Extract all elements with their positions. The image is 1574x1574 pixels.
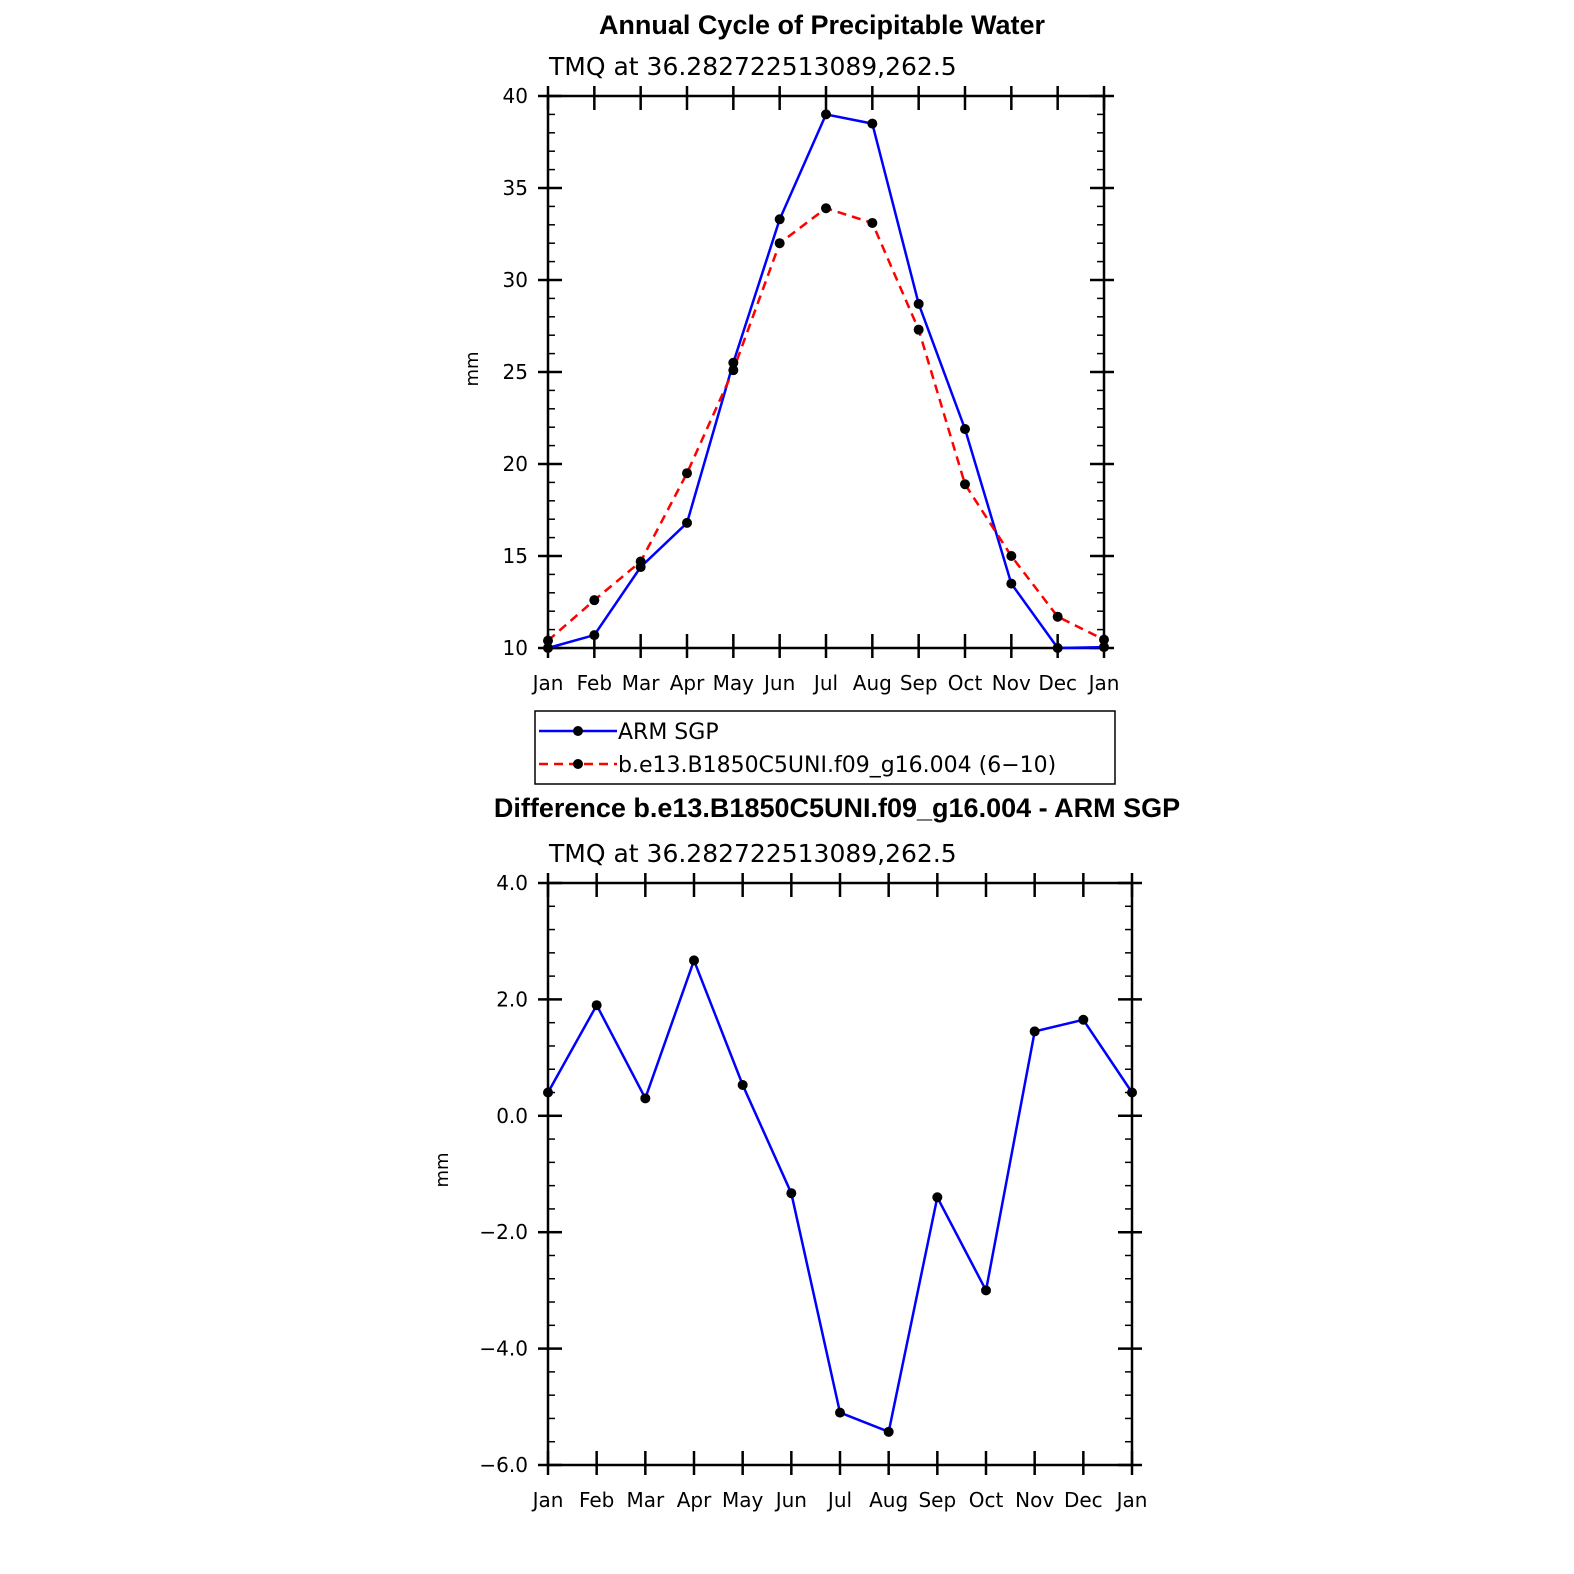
x-tick-label: Jan [1088,671,1120,695]
y-axis-label: mm [462,351,483,387]
x-tick-label: Jun [764,671,796,695]
x-tick-label: Sep [918,1488,957,1512]
data-point-1-0 [543,636,553,646]
data-point-1-8 [914,325,924,335]
data-point-0-11 [1078,1015,1088,1025]
y-tick-label: 40 [502,84,528,108]
y-tick-label: 30 [502,268,528,292]
x-tick-label: Nov [1015,1488,1055,1512]
data-point-1-11 [1053,612,1063,622]
x-tick-label: Jan [1116,1488,1148,1512]
data-point-0-1 [589,630,599,640]
x-tick-label: Mar [626,1488,665,1512]
data-point-1-6 [821,203,831,213]
plot-frame [548,883,1132,1465]
y-tick-label: 35 [502,176,528,200]
legend-marker-model [573,759,583,769]
x-tick-label: Jan [532,1488,564,1512]
x-tick-label: Sep [899,671,938,695]
x-tick-label: Apr [669,671,705,695]
x-tick-label: Feb [576,671,613,695]
y-tick-label: 0.0 [496,1103,528,1128]
series-line-0 [548,960,1132,1431]
data-point-1-12 [1099,635,1109,645]
data-point-0-1 [592,1000,602,1010]
x-tick-label: Jan [532,671,564,695]
y-tick-label: 15 [502,544,528,568]
data-point-0-5 [786,1188,796,1198]
data-point-0-6 [835,1408,845,1418]
data-point-0-8 [914,299,924,309]
y-tick-label: −2.0 [479,1220,528,1245]
y-tick-labels [503,84,528,660]
y-tick-label: −4.0 [479,1336,528,1361]
y-axis-label: mm [432,1152,453,1188]
data-point-0-7 [884,1427,894,1437]
legend-label-arm-sgp: ARM SGP [618,720,719,745]
data-point-0-11 [1053,643,1063,653]
series-group [543,109,1109,653]
data-point-1-10 [1006,551,1016,561]
x-tick-label: May [712,671,755,695]
x-tick-label: May [721,1488,764,1512]
chart-subtitle: TMQ at 36.282722513089,262.5 [549,839,957,868]
x-tick-labels [531,1488,1148,1512]
difference-chart [432,793,1180,1512]
data-point-0-10 [1030,1026,1040,1036]
data-point-0-6 [821,109,831,119]
x-tick-label: Aug [869,1488,909,1512]
axes-frame [538,86,1114,658]
data-point-0-7 [867,119,877,129]
data-point-0-3 [682,518,692,528]
legend [535,711,1115,784]
data-point-1-3 [682,468,692,478]
data-point-1-1 [589,595,599,605]
axes-frame [538,873,1142,1475]
x-tick-label: Jul [827,1488,853,1512]
data-point-1-2 [636,557,646,567]
chart-title: Annual Cycle of Precipitable Water [598,10,1046,40]
y-tick-label: 20 [502,452,528,476]
x-tick-labels [531,671,1120,695]
x-tick-label: Feb [578,1488,615,1512]
data-point-0-5 [775,214,785,224]
plot-frame [548,96,1104,648]
series-line-1 [548,208,1104,640]
x-tick-label: Dec [1063,1488,1103,1512]
y-tick-labels [479,871,528,1477]
y-tick-label: −6.0 [479,1453,528,1477]
x-tick-label: Aug [852,671,892,695]
y-tick-label: 10 [502,636,528,660]
data-point-0-10 [1006,579,1016,589]
data-point-1-9 [960,479,970,489]
data-point-0-8 [932,1192,942,1202]
y-tick-label: 4.0 [496,871,528,895]
annual-cycle-chart [462,10,1119,695]
y-tick-label: 25 [502,360,528,384]
data-point-1-7 [867,218,877,228]
x-tick-label: Apr [676,1488,712,1512]
x-tick-label: Dec [1038,671,1078,695]
chart-title: Difference b.e13.B1850C5UNI.f09_g16.004 - ARM SGP [493,793,1181,823]
data-point-0-0 [543,1088,553,1098]
x-tick-label: Nov [991,671,1031,695]
x-tick-label: Jul [813,671,839,695]
data-point-0-2 [640,1093,650,1103]
x-tick-label: Oct [968,1488,1004,1512]
legend-label-model: b.e13.B1850C5UNI.f09_g16.004 (6−10) [618,753,1057,778]
x-tick-label: Mar [621,671,660,695]
data-point-0-9 [981,1285,991,1295]
data-point-1-4 [728,365,738,375]
series-group [543,955,1137,1436]
data-point-1-5 [775,238,785,248]
x-tick-label: Jun [775,1488,807,1512]
data-point-0-9 [960,424,970,434]
data-point-0-4 [738,1080,748,1090]
y-tick-label: 2.0 [496,987,528,1012]
data-point-0-3 [689,955,699,965]
data-point-0-12 [1127,1088,1137,1098]
chart-subtitle: TMQ at 36.282722513089,262.5 [549,52,957,81]
legend-marker-arm-sgp [573,726,583,736]
x-tick-label: Oct [947,671,983,695]
